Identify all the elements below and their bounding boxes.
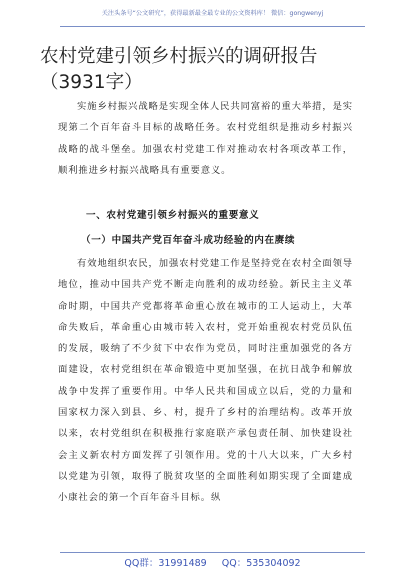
header-banner-text: 关注头条号“公文研究”，获得最新最全最专业的公文资料库！ 微信：gongwenyj: [101, 10, 324, 17]
header-banner: [60, 8, 365, 27]
footer-qq-group: QQ群：31991489: [124, 558, 207, 569]
intro-paragraph: 实施乡村振兴战略是实现全体人民共同富裕的重大举措，是实现第二个百年奋斗目标的战略任务。农村党组织是推动乡村振兴战略的战斗堡垒。加强农村党建工作对推动农村各项改革工作，顺利推进乡村振兴战略具有重要意义。: [58, 101, 353, 176]
footer-qq: QQ：535304092: [221, 558, 301, 569]
body-paragraph: 有效地组织农民，加强农村党建工作是坚持党在农村全面领导地位，推动中国共产党不断走向胜利的成功经验。新民主主义革命时期，中国共产党都将革命重心放在城市的工人运动上，大革命失败后，革命重心由城市转入农村，党开始重视农村党员队伍的发展，吸纳了不少贫下中农作为党员，同时注重加强党的各方面建设，农村党组织在革命锻造中更加坚强，在抗日战争和解放战争中发挥了重要作用。中华人民共和国成立以后，党的力量和国家权力深入到县、乡、村，提升了乡村的治理结构。改革开放以来，农村党组织在积极推行家庭联产承包责任制、加快建设社会主义新农村方面发挥了引领作用。党的十八大以来，广大乡村以党建为引领，取得了脱贫攻坚的全面胜利如期实现了全面建成小康社会的第一个百年奋斗目标。纵: [58, 258, 353, 504]
section-heading-1: 一、农村党建引领乡村振兴的重要意义: [86, 210, 260, 221]
footer-banner: [60, 552, 365, 573]
document-title: 农村党建引领乡村振兴的调研报告（3931字）: [40, 46, 318, 93]
subsection-heading-1: （一）中国共产党百年奋斗成功经验的内在赓续: [81, 235, 296, 246]
